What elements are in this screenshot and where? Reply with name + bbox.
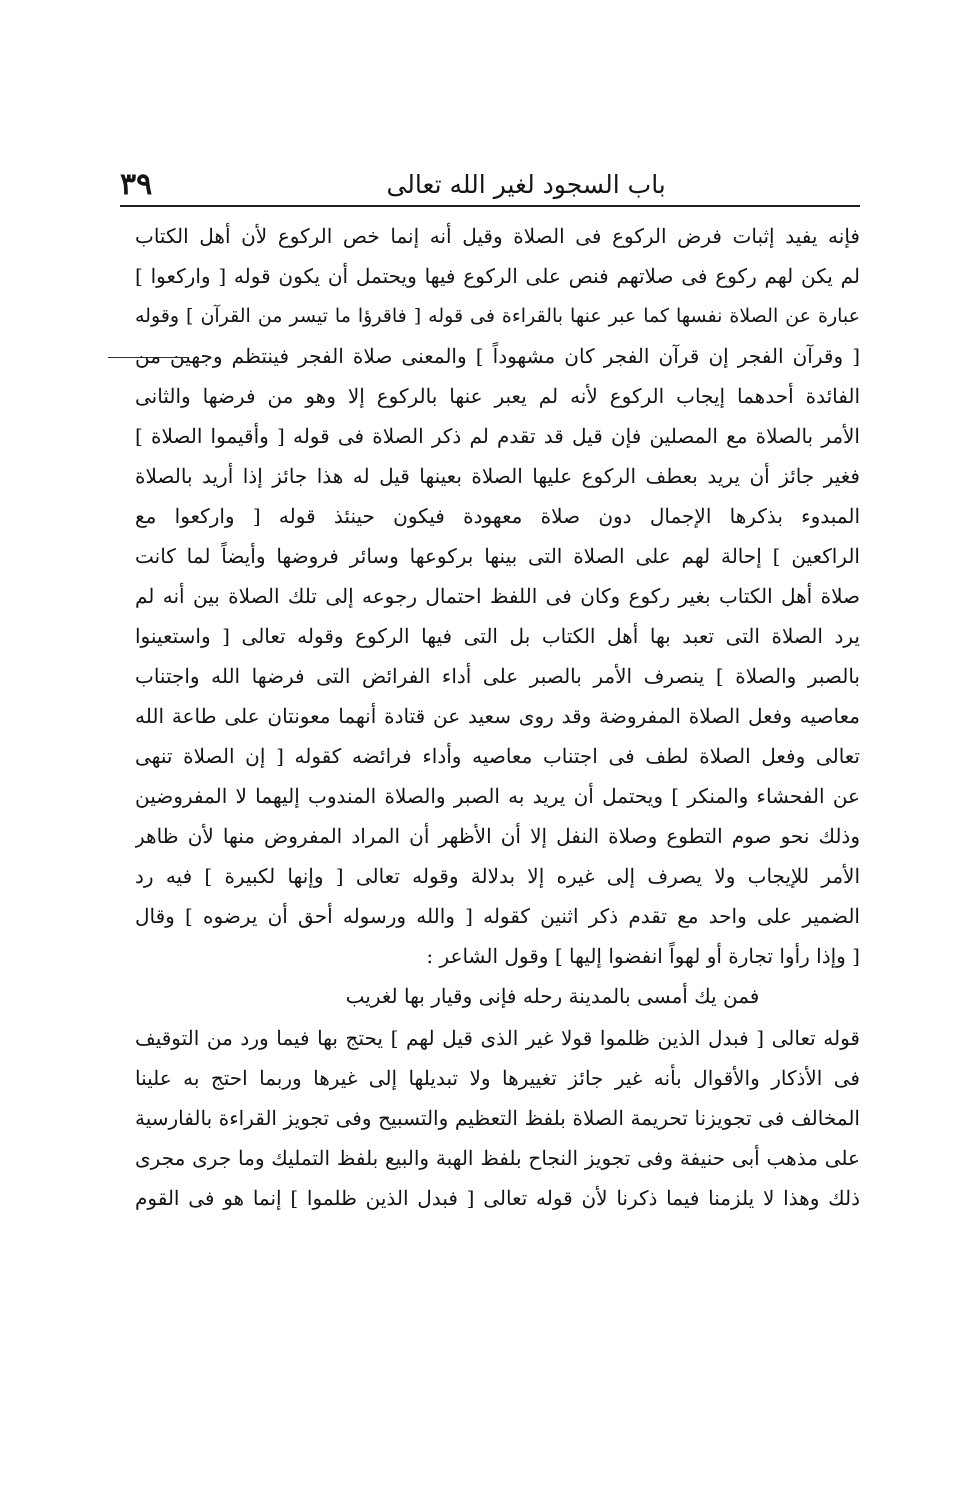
text-line: عن الفحشاء والمنكر ] ويحتمل أن يريد به الصبر والصلاة المندوب إليهما لا المفروضين [135,784,860,808]
text-line: الراكعين ] إحالة لهم على الصلاة التى بينها بركوعها وسائر فروضها وأيضاً لما كانت [135,544,860,568]
text-line: ذلك وهذا لا يلزمنا فيما ذكرنا لأن قوله تعالى [ فبدل الذين ظلموا ] إنما هو فى القوم [135,1186,860,1210]
text-line: [ وقرآن الفجر إن قرآن الفجر كان مشهوداً ] والمعنى صلاة الفجر فينتظم وجهين من [135,344,860,368]
text-line: لم يكن لهم ركوع فى صلاتهم فنص على الركوع فيها ويحتمل أن يكون قوله [ واركعوا ] [135,264,860,288]
page-number: ٣٩ [120,167,153,202]
text-line: [ وإذا رأوا تجارة أو لهواً انفضوا إليها ] وقول الشاعر : [426,944,860,968]
header-rule [120,205,860,207]
text-line: يرد الصلاة التى تعبد بها أهل الكتاب بل التى فيها الركوع وقوله تعالى [ واستعينوا [135,624,860,648]
running-header [120,145,860,205]
text-line: بالصبر والصلاة ] ينصرف الأمر بالصبر على أداء الفرائض التى فرضها الله واجتناب [135,664,860,688]
poem-verse: فمن يك أمسى بالمدينة رحله فإنى وقيار بها لغريب [345,984,760,1008]
body-text [135,216,860,1218]
text-line: تعالى وفعل الصلاة لطف فى اجتناب معاصيه وأداء فرائضه كقوله [ إن الصلاة تنهى [135,744,860,768]
text-line: على مذهب أبى حنيفة وفى تجويز النجاح بلفظ الهبة والبيع بلفظ التمليك وما جرى مجرى [135,1146,860,1170]
text-line: الأمر بالصلاة مع المصلين فإن قيل قد تقدم لم ذكر الصلاة فى قوله [ وأقيموا الصلاة ] [135,424,860,448]
text-line: المخالف فى تجويزنا تحريمة الصلاة بلفظ التعظيم والتسبيح وفى تجويز القراءة بالفارسية [135,1106,860,1130]
text-line: الفائدة أحدهما إيجاب الركوع لأنه لم يعبر عنها بالركوع إلا وهو من فرضها والثانى [135,384,860,408]
text-line: وذلك نحو صوم التطوع وصلاة النفل إلا أن الأظهر أن المراد المفروض منها لأن ظاهر [135,824,860,848]
header-title: باب السجود لغير الله تعالى [386,170,666,199]
text-line: عبارة عن الصلاة نفسها كما عبر عنها بالقراءة فى قوله [ فاقرؤا ما تيسر من القرآن ] وقوله [135,305,860,327]
text-line: معاصيه وفعل الصلاة المفروضة وقد روى سعيد عن قتادة أنهما معونتان على طاعة الله [135,704,860,728]
text-line: فغير جائز أن يريد بعطف الركوع عليها الصلاة بعينها قيل له هذا جائز إذا أريد بالصلاة [135,464,860,488]
text-line: فإنه يفيد إثبات فرض الركوع فى الصلاة وقيل أنه إنما خص الركوع لأن أهل الكتاب [135,224,860,248]
text-line: فى الأذكار والأقوال بأنه غير جائز تغييرها ولا تبديلها إلى غيرها وربما احتج به علينا [135,1066,860,1090]
text-line: صلاة أهل الكتاب بغير ركوع وكان فى اللفظ احتمال رجوعه إلى تلك الصلاة بين أنه لم [135,584,860,608]
text-line: المبدوء بذكرها الإجمال دون صلاة معهودة فيكون حينئذ قوله [ واركعوا مع [135,504,860,528]
text-line: قوله تعالى [ فبدل الذين ظلموا قولا غير الذى قيل لهم ] يحتج بها فيما ورد من التوقيف [135,1026,860,1050]
text-line: الضمير على واحد مع تقدم ذكر اثنين كقوله [ والله ورسوله أحق أن يرضوه ] وقال [135,904,860,928]
text-line: الأمر للإيجاب ولا يصرف إلى غيره إلا بدلالة وقوله تعالى [ وإنها لكبيرة ] فيه رد [135,864,860,888]
